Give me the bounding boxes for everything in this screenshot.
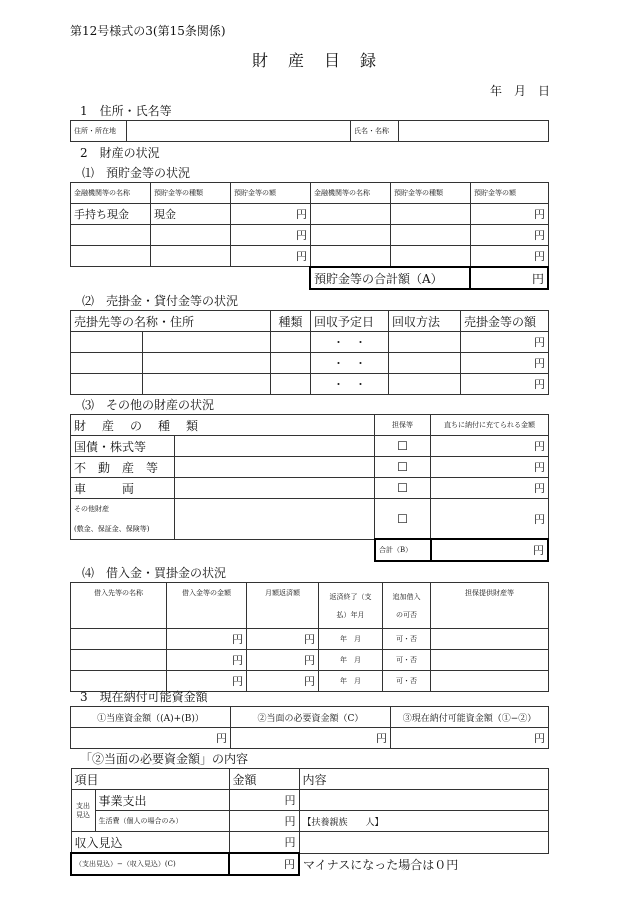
breakdown-content[interactable]	[299, 790, 548, 811]
loans-collateral[interactable]	[431, 650, 549, 671]
form-number: 第12号様式の3(第15条関係)	[70, 24, 226, 38]
receivables-amount[interactable]: 円	[461, 353, 549, 374]
receivables-header: 回収予定日	[311, 311, 389, 332]
deposit-amount[interactable]: 円	[471, 204, 549, 225]
address-field[interactable]	[127, 121, 351, 142]
receivables-type[interactable]	[271, 332, 311, 353]
other-label: 車 両	[71, 478, 175, 499]
receivables-row	[71, 353, 549, 374]
date-line: 年 月 日	[490, 84, 551, 98]
receivables-name[interactable]	[71, 332, 143, 353]
other-detail[interactable]	[175, 436, 375, 457]
loans-amount[interactable]: 円	[167, 629, 247, 650]
deposit-cell[interactable]	[151, 225, 231, 246]
receivables-header: 種類	[271, 311, 311, 332]
receivables-header: 売掛先等の名称・住所	[71, 311, 271, 332]
other-total-label: 合計（B）	[375, 539, 431, 561]
other-amount[interactable]: 円	[431, 436, 549, 457]
receivables-type[interactable]	[271, 374, 311, 395]
deposit-amount[interactable]: 円	[471, 246, 549, 267]
current-funds-amount[interactable]: 円	[71, 728, 231, 749]
receivables-method[interactable]	[389, 353, 461, 374]
receivables-method[interactable]	[389, 332, 461, 353]
page-title: 財 産 目 録	[252, 51, 379, 70]
breakdown-total-label: （支出見込）−（収入見込）(C)	[71, 853, 229, 875]
deposit-amount[interactable]: 円	[231, 225, 311, 246]
loans-header-row	[71, 583, 549, 629]
breakdown-header-row	[71, 769, 549, 790]
loans-row	[71, 629, 549, 650]
loans-end[interactable]: 年 月	[319, 629, 383, 650]
other-header: 財 産 の 種 類	[71, 415, 375, 436]
receivables-date[interactable]: ・ ・	[311, 332, 389, 353]
breakdown-amount[interactable]: 円	[229, 790, 299, 811]
other-header: 担保等	[375, 415, 431, 436]
other-detail[interactable]	[175, 499, 375, 540]
name-field[interactable]	[399, 121, 549, 142]
loans-table	[70, 582, 549, 692]
loans-header	[383, 583, 431, 629]
breakdown-label: 収入見込	[71, 832, 229, 854]
deposit-header: 金融機関等の名称	[311, 183, 391, 204]
address-table	[70, 120, 549, 142]
receivables-amount[interactable]: 円	[461, 374, 549, 395]
payable-funds-amount[interactable]: 円	[391, 728, 549, 749]
loans-header-line: 追加借入	[392, 593, 421, 601]
other-label: 不 動 産 等	[71, 457, 175, 478]
loans-additional[interactable]: 可・否	[383, 629, 431, 650]
loans-lender[interactable]	[71, 629, 167, 650]
other-label	[71, 499, 175, 540]
loans-header: 月額返済額	[247, 583, 319, 629]
other-total-amount[interactable]: 円	[431, 539, 548, 561]
loans-additional[interactable]: 可・否	[383, 650, 431, 671]
deposit-header: 預貯金等の種類	[151, 183, 231, 204]
deposit-header: 金融機関等の名称	[71, 183, 151, 204]
breakdown-row	[71, 790, 549, 811]
loans-header	[319, 583, 383, 629]
deposit-total-amount[interactable]: 円	[470, 267, 548, 289]
receivables-heading: ⑵ 売掛金・貸付金等の状況	[82, 294, 239, 308]
breakdown-header: 金額	[229, 769, 299, 790]
loans-header-line: 払）年月	[336, 611, 365, 619]
deposit-cell[interactable]	[151, 246, 231, 267]
deposit-heading: ⑴ 預貯金等の状況	[82, 166, 191, 180]
section-1-heading: 1 住所・氏名等	[80, 104, 172, 118]
deposit-cell[interactable]	[391, 246, 471, 267]
section-3-heading: 3 現在納付可能資金額	[80, 690, 208, 704]
deposit-total	[309, 266, 549, 290]
deposit-total-label: 預貯金等の合計額（A）	[310, 267, 470, 289]
receivables-name[interactable]	[71, 353, 143, 374]
receivables-header: 売掛金等の額	[461, 311, 549, 332]
deposit-cell[interactable]	[391, 225, 471, 246]
breakdown-table	[70, 768, 549, 876]
deposit-cell[interactable]	[71, 225, 151, 246]
other-amount[interactable]: 円	[431, 457, 549, 478]
breakdown-header: 項目	[71, 769, 229, 790]
available-funds-header: ③現在納付可能資金額（①−②）	[391, 707, 549, 728]
deposit-row	[71, 204, 549, 225]
receivables-method[interactable]	[389, 374, 461, 395]
deposit-amount[interactable]: 円	[231, 246, 311, 267]
other-detail[interactable]	[175, 478, 375, 499]
loans-amount[interactable]: 円	[167, 650, 247, 671]
other-amount[interactable]: 円	[431, 499, 549, 540]
collateral-checkbox[interactable]: ☐	[375, 436, 431, 457]
other-label-sub: (敷金、保証金、保険等)	[74, 525, 150, 533]
deposit-amount[interactable]: 円	[471, 225, 549, 246]
receivables-row	[71, 374, 549, 395]
receivables-name[interactable]	[71, 374, 143, 395]
other-detail[interactable]	[175, 457, 375, 478]
receivables-address[interactable]	[143, 374, 271, 395]
loans-header: 担保提供財産等	[431, 583, 549, 629]
receivables-header-row	[71, 311, 549, 332]
loans-monthly[interactable]: 円	[247, 671, 319, 692]
deposit-cell[interactable]	[391, 204, 471, 225]
receivables-amount[interactable]: 円	[461, 332, 549, 353]
available-funds-header: ②当面の必要資金額（C）	[231, 707, 391, 728]
deposit-header: 預貯金等の額	[471, 183, 549, 204]
required-funds-amount[interactable]: 円	[231, 728, 391, 749]
loans-monthly[interactable]: 円	[247, 629, 319, 650]
receivables-header: 回収方法	[389, 311, 461, 332]
breakdown-heading: 「②当面の必要資金額」の内容	[80, 752, 249, 766]
loans-header-line: 返済終了（支	[329, 593, 372, 601]
breakdown-note: マイナスになった場合は０円	[303, 857, 459, 872]
loans-additional[interactable]: 可・否	[383, 671, 431, 692]
available-funds-header: ①当座資金額（(A)+(B)）	[71, 707, 231, 728]
receivables-date[interactable]: ・ ・	[311, 374, 389, 395]
loans-header: 借入金等の金額	[167, 583, 247, 629]
other-row	[71, 499, 549, 540]
deposit-row	[71, 225, 549, 246]
breakdown-amount[interactable]: 円	[229, 811, 299, 832]
receivables-date[interactable]: ・ ・	[311, 353, 389, 374]
receivables-address[interactable]	[143, 353, 271, 374]
collateral-checkbox[interactable]: ☐	[375, 457, 431, 478]
loans-end[interactable]: 年 月	[319, 650, 383, 671]
deposit-header: 預貯金等の額	[231, 183, 311, 204]
receivables-type[interactable]	[271, 353, 311, 374]
other-row	[71, 457, 549, 478]
other-header-row	[71, 415, 549, 436]
loans-header-line: の可否	[396, 611, 417, 619]
other-total	[374, 538, 549, 562]
other-heading: ⑶ その他の財産の状況	[82, 398, 215, 412]
breakdown-header: 内容	[299, 769, 548, 790]
loans-collateral[interactable]	[431, 671, 549, 692]
deposit-header: 預貯金等の種類	[391, 183, 471, 204]
receivables-address[interactable]	[143, 332, 271, 353]
breakdown-total-amount[interactable]: 円	[229, 853, 299, 875]
name-label: 氏名・名称	[351, 121, 399, 142]
loans-amount[interactable]: 円	[167, 671, 247, 692]
deposit-table	[70, 182, 549, 267]
expense-side-label: 支出見込	[71, 790, 95, 832]
breakdown-label: 生活費（個人の場合のみ）	[95, 811, 229, 832]
deposit-cell[interactable]: 現金	[151, 204, 231, 225]
breakdown-label: 事業支出	[95, 790, 229, 811]
other-amount[interactable]: 円	[431, 478, 549, 499]
section-2-heading: 2 財産の状況	[80, 146, 160, 160]
collateral-checkbox[interactable]: ☐	[375, 499, 431, 540]
breakdown-total-row	[71, 853, 549, 875]
other-label-main: その他財産	[74, 505, 109, 513]
deposit-cell[interactable]	[71, 246, 151, 267]
address-label: 住所・所在地	[71, 121, 127, 142]
breakdown-row	[71, 832, 549, 854]
breakdown-amount[interactable]: 円	[229, 832, 299, 854]
receivables-row	[71, 332, 549, 353]
breakdown-content[interactable]: 【扶養親族 人】	[299, 811, 548, 832]
deposit-cell[interactable]	[311, 204, 391, 225]
loans-monthly[interactable]: 円	[247, 650, 319, 671]
breakdown-content[interactable]	[299, 832, 548, 854]
loans-heading: ⑷ 借入金・買掛金の状況	[82, 566, 227, 580]
available-funds-row	[71, 728, 549, 749]
available-funds-header-row	[71, 707, 549, 728]
deposit-amount[interactable]: 円	[231, 204, 311, 225]
loans-header: 借入先等の名称	[71, 583, 167, 629]
other-row	[71, 478, 549, 499]
loans-collateral[interactable]	[431, 629, 549, 650]
deposit-cell[interactable]	[311, 225, 391, 246]
collateral-checkbox[interactable]: ☐	[375, 478, 431, 499]
receivables-table	[70, 310, 549, 395]
other-table	[70, 414, 549, 540]
deposit-header-row	[71, 183, 549, 204]
available-funds-table	[70, 706, 549, 749]
loans-end[interactable]: 年 月	[319, 671, 383, 692]
other-row	[71, 436, 549, 457]
deposit-row	[71, 246, 549, 267]
loans-lender[interactable]	[71, 650, 167, 671]
other-label: 国債・株式等	[71, 436, 175, 457]
other-header: 直ちに納付に充てられる金額	[431, 415, 549, 436]
breakdown-row	[71, 811, 549, 832]
loans-row	[71, 650, 549, 671]
deposit-cell[interactable]	[311, 246, 391, 267]
deposit-cell[interactable]: 手持ち現金	[71, 204, 151, 225]
